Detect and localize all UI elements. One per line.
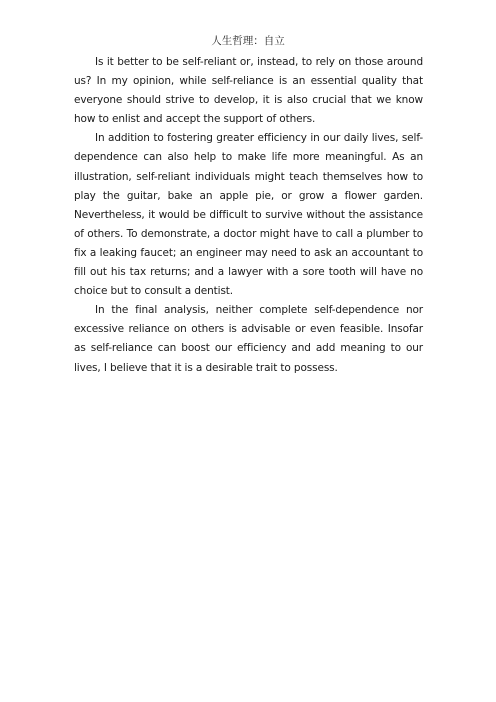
paragraph-3: In the final analysis, neither complete self-dependence nor excessive reliance on others is advisable or even feasible. Insofar as self-reliance can boost our efficiency and add meaning to our lives, I believe that it is a desirable trait to possess. — [74, 304, 423, 374]
paragraph-1: Is it better to be self-reliant or, instead, to rely on those around us? In my opinion, while self-reliance is an essential quality that everyone should strive to develop, it is also crucial that we know how to enlist and accept the support of others. — [74, 56, 423, 126]
paragraph-2: In addition to fostering greater efficiency in our daily lives, self-dependence can also help to make life more meaningful. As an illustration, self-reliant individuals might teach themselves how to play the guitar, bake an apple pie, or grow a flower garden. Nevertheless, it would be difficult to survive without the assistance of others. To demonstrate, a doctor might have to call a plumber to fix a leaking faucet; an engineer may need to ask an accountant to fill out his tax returns; and a lawyer with a sore tooth will have no choice but to consult a dentist. — [74, 132, 423, 298]
document-title: 人生哲理：自立 — [211, 35, 285, 47]
document-body — [74, 53, 423, 378]
